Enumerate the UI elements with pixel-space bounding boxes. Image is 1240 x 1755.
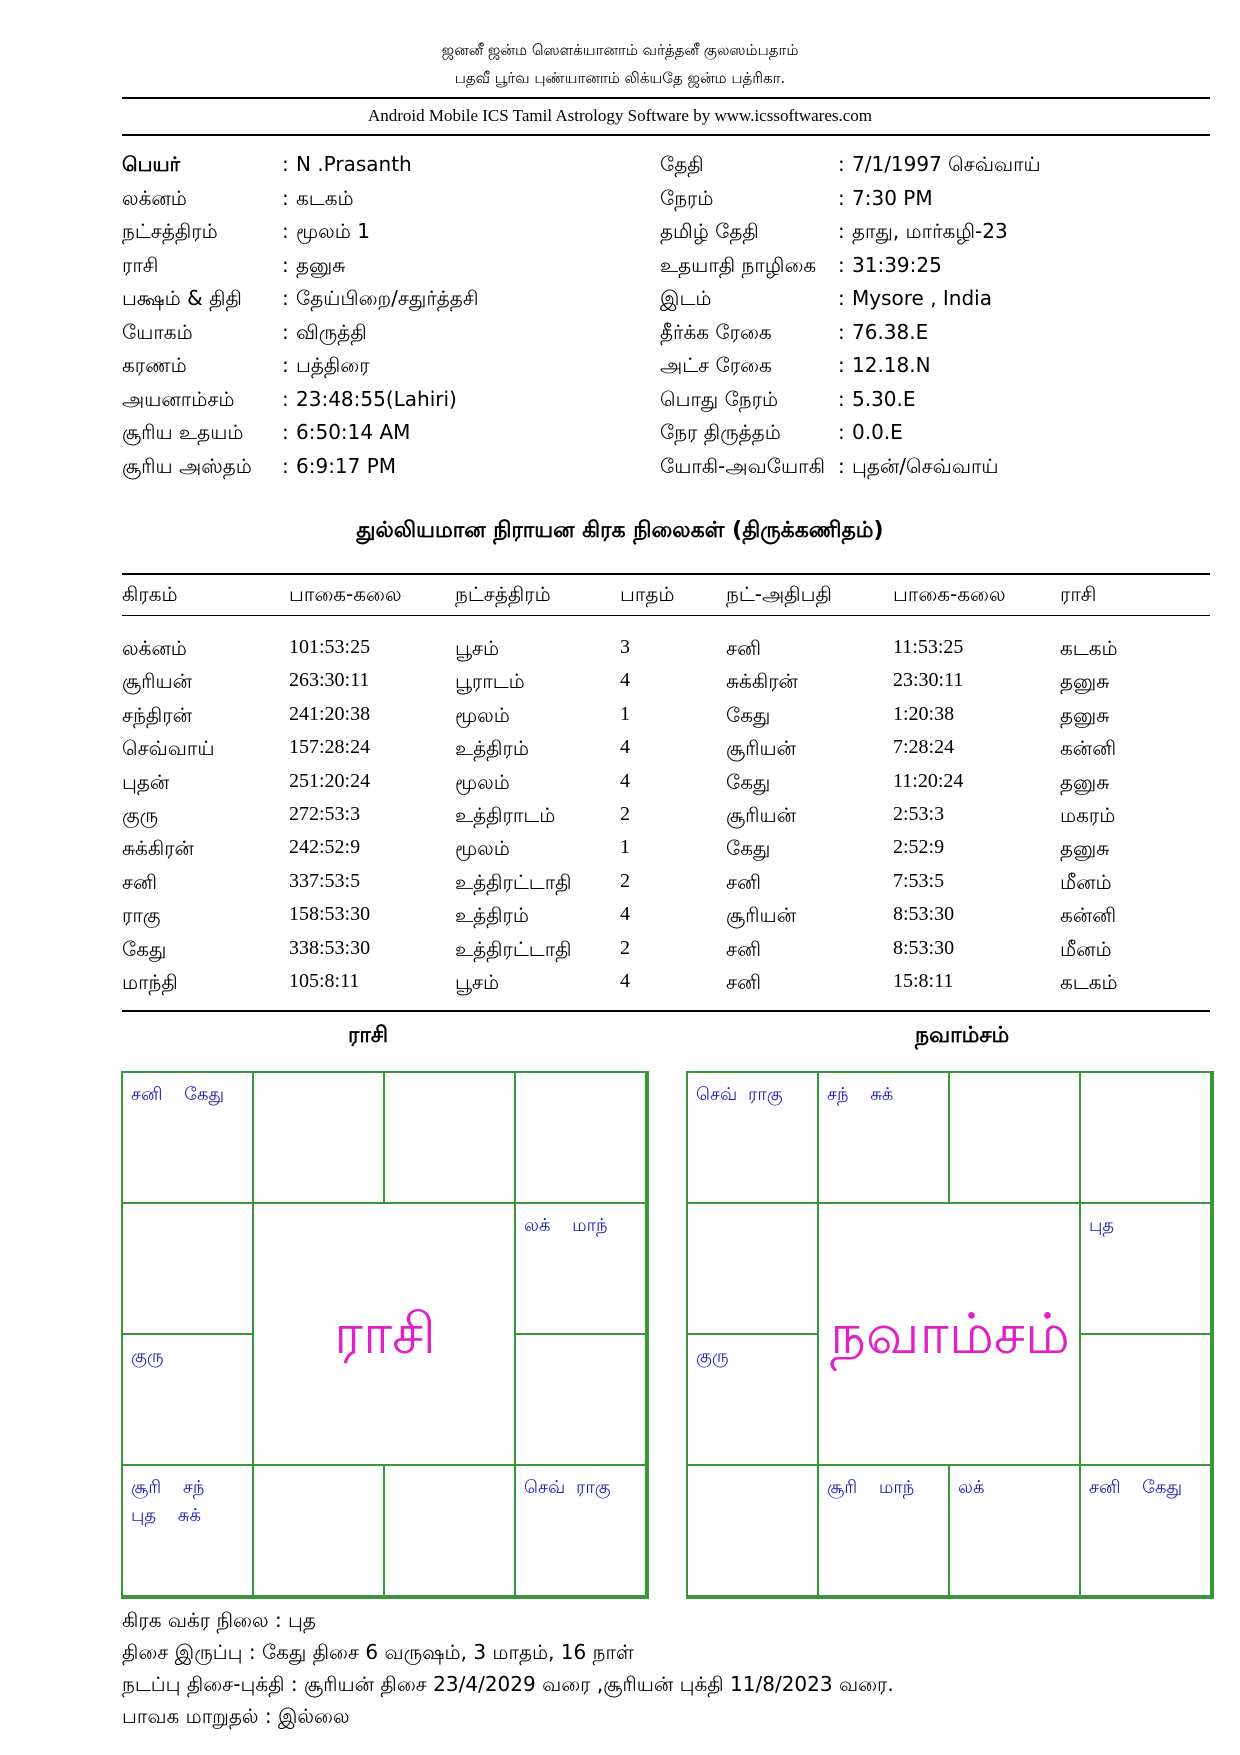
detail-left-label: கரணம் — [122, 353, 187, 377]
table-cell: மீனம் — [1060, 869, 1112, 894]
table-cell: 2:53:3 — [893, 803, 945, 825]
detail-left-separator: : — [282, 185, 289, 210]
detail-right-separator: : — [838, 420, 845, 444]
detail-right-separator: : — [838, 386, 845, 411]
rasi-house-planets: செவ் ராகு — [524, 1477, 611, 1498]
navamsa-house-planets: சனி கேது — [1089, 1477, 1183, 1498]
rasi-house-kumbha — [121, 1202, 254, 1335]
detail-left-value: விருத்தி — [296, 319, 367, 344]
detail-left-row — [122, 316, 662, 350]
table-cell: 105:8:11 — [289, 970, 360, 992]
navamsa-chart — [686, 1071, 1214, 1599]
detail-right-row — [660, 316, 1220, 350]
detail-left-label: சூரிய உதயம் — [122, 420, 244, 444]
table-cell: உத்திரம் — [455, 736, 529, 761]
table-cell: 4 — [620, 903, 630, 926]
detail-left-separator: : — [282, 420, 289, 444]
table-cell: கேது — [122, 936, 167, 961]
detail-left-row — [122, 383, 662, 417]
table-cell: சுக்கிரன் — [726, 669, 798, 694]
table-cell: லக்னம் — [122, 636, 187, 660]
navamsa-house-planets: குரு — [696, 1346, 729, 1367]
detail-left-separator: : — [282, 219, 289, 243]
detail-right-value: 0.0.E — [852, 420, 903, 444]
detail-left-row — [122, 215, 662, 249]
table-cell: உத்திராடம் — [455, 803, 556, 827]
detail-right-row — [660, 383, 1220, 417]
table-cell: ராகு — [122, 903, 161, 928]
header-verse-line2: பதவீ பூர்வ புண்யானாம் லிக்யதே ஜன்ம பத்ரிகா. — [454, 69, 786, 87]
table-cell: 338:53:30 — [289, 936, 371, 959]
table-header-rule-top — [122, 573, 1210, 575]
navamsa-house-planets: லக் — [958, 1477, 985, 1498]
table-cell: 11:53:25 — [893, 636, 964, 658]
table-cell: உத்திரட்டாதி — [455, 869, 572, 894]
navamsa-house-thula — [948, 1464, 1081, 1597]
table-cell: செவ்வாய் — [122, 736, 215, 761]
birth-details-right — [660, 148, 1220, 483]
detail-right-label: தீர்க்க ரேகை — [660, 319, 772, 344]
detail-left-row — [122, 349, 662, 383]
table-cell: பூசம் — [455, 636, 500, 660]
table-cell: 337:53:5 — [289, 869, 361, 892]
table-cell: 157:28:24 — [289, 736, 371, 759]
table-cell: தனுசு — [1060, 769, 1110, 794]
table-cell: மூலம் — [455, 769, 510, 794]
detail-left-label: பெயர் — [122, 152, 181, 176]
rasi-house-vrischika — [252, 1464, 385, 1597]
bhava-change: பாவக மாறுதல் : இல்லை — [122, 1704, 350, 1728]
table-cell: மூலம் — [455, 702, 510, 727]
table-cell: தனுசு — [1060, 836, 1110, 861]
detail-left-value: கடகம் — [296, 185, 354, 210]
navamsa-house-rishaba — [948, 1071, 1081, 1204]
table-cell: பூராடம் — [455, 669, 525, 694]
navamsa-house-planets: சந் சுக் — [827, 1084, 894, 1105]
table-cell: 2 — [620, 803, 630, 825]
rasi-house-meena — [121, 1071, 254, 1204]
table-cell: 4 — [620, 769, 630, 792]
detail-right-row — [660, 148, 1220, 182]
header-verse-line1: ஜனனீ ஜன்ம ஸௌக்யானாம் வர்த்தனீ குலஸம்பதாம் — [441, 41, 799, 59]
detail-right-row — [660, 249, 1220, 283]
navamsa-house-kumbha — [686, 1202, 819, 1335]
rasi-house-planets: குரு — [131, 1346, 164, 1367]
detail-right-value: 12.18.N — [852, 353, 931, 377]
table-cell: 23:30:11 — [893, 669, 964, 692]
detail-left-row — [122, 416, 662, 450]
detail-right-value: புதன்/செவ்வாய் — [852, 453, 999, 478]
detail-right-row — [660, 349, 1220, 383]
navamsa-chart-heading: நவாம்சம் — [915, 1023, 1010, 1048]
navamsa-house-kataka — [1079, 1202, 1212, 1335]
table-cell: மகரம் — [1060, 803, 1116, 827]
table-cell: 101:53:25 — [289, 636, 371, 658]
detail-right-separator: : — [838, 453, 845, 478]
rasi-house-dhanus — [121, 1464, 254, 1597]
navamsa-house-kanni — [1079, 1464, 1212, 1597]
table-cell: கன்னி — [1060, 736, 1117, 761]
detail-right-label: தேதி — [660, 152, 704, 176]
table-cell: 1 — [620, 836, 630, 859]
detail-left-row — [122, 249, 662, 283]
table-cell: புதன் — [122, 769, 170, 794]
detail-right-separator: : — [838, 252, 845, 277]
detail-right-row — [660, 182, 1220, 216]
navamsa-house-planets: சூரி மாந் — [827, 1477, 915, 1498]
detail-right-label: உதயாதி நாழிகை — [660, 252, 817, 277]
rasi-house-planets: சனி கேது — [131, 1084, 225, 1105]
detail-right-separator: : — [838, 185, 845, 210]
detail-left-row — [122, 148, 662, 182]
col-header-pada: பாதம் — [620, 582, 675, 606]
col-header-star: நட்சத்திரம் — [455, 582, 551, 606]
rasi-house-mithuna — [514, 1071, 647, 1204]
detail-right-label: அட்ச ரேகை — [660, 353, 772, 377]
col-header-degree: பாகை-கலை — [289, 582, 402, 606]
detail-right-row — [660, 450, 1220, 484]
navamsa-house-planets: புத — [1089, 1215, 1115, 1236]
detail-right-label: பொது நேரம் — [660, 386, 779, 411]
table-cell: 15:8:11 — [893, 970, 954, 992]
vakra-status: கிரக வக்ர நிலை : புத — [122, 1608, 316, 1632]
table-cell: சனி — [726, 970, 761, 994]
rasi-chart-heading: ராசி — [348, 1023, 389, 1048]
current-dasa-bhukti: நடப்பு திசை-புக்தி : சூரியன் திசை 23/4/2029 வரை ,சூரியன் புக்தி 11/8/2023 வரை. — [122, 1672, 894, 1696]
detail-left-label: ராசி — [122, 252, 159, 277]
table-cell: 8:53:30 — [893, 903, 955, 926]
detail-right-value: 5.30.E — [852, 386, 916, 411]
detail-left-separator: : — [282, 353, 289, 377]
table-cell: சனி — [726, 636, 761, 660]
detail-left-value: மூலம் 1 — [296, 219, 370, 243]
positions-title: துல்லியமான நிராயன கிரக நிலைகள் (திருக்கணிதம்) — [356, 518, 884, 543]
table-cell: 251:20:24 — [289, 769, 371, 792]
detail-right-value: 76.38.E — [852, 319, 929, 344]
dasa-balance: திசை இருப்பு : கேது திசை 6 வருஷம், 3 மாதம், 16 நாள் — [122, 1640, 634, 1664]
detail-right-value: 31:39:25 — [852, 252, 942, 277]
col-header-rasi: ராசி — [1060, 582, 1097, 606]
table-cell: 1 — [620, 702, 630, 725]
detail-left-separator: : — [282, 386, 289, 411]
table-cell: 158:53:30 — [289, 903, 371, 926]
detail-right-row — [660, 282, 1220, 316]
table-cell: தனுசு — [1060, 669, 1110, 694]
detail-left-row — [122, 282, 662, 316]
table-cell: மாந்தி — [122, 970, 178, 994]
detail-left-label: சூரிய அஸ்தம் — [122, 453, 252, 478]
table-cell: 8:53:30 — [893, 936, 955, 959]
table-cell: 2 — [620, 869, 630, 892]
table-cell: சூரியன் — [726, 736, 797, 761]
detail-left-value: 23:48:55(Lahiri) — [296, 386, 457, 411]
table-cell: சனி — [726, 936, 761, 961]
navamsa-house-meena — [686, 1071, 819, 1204]
table-cell: 2 — [620, 936, 630, 959]
detail-right-label: தமிழ் தேதி — [660, 219, 759, 243]
detail-left-value: தனுசு — [296, 252, 346, 277]
table-cell: 11:20:24 — [893, 769, 964, 792]
table-cell: 1:20:38 — [893, 702, 955, 725]
table-cell: குரு — [122, 803, 159, 827]
detail-right-value: Mysore , India — [852, 286, 992, 310]
detail-right-separator: : — [838, 319, 845, 344]
table-cell: தனுசு — [1060, 702, 1110, 727]
detail-right-row — [660, 215, 1220, 249]
detail-right-value: தாது, மார்கழி-23 — [852, 219, 1008, 243]
rasi-chart — [121, 1071, 649, 1599]
col-header-sign-degree: பாகை-கலை — [893, 582, 1006, 606]
table-cell: மீனம் — [1060, 936, 1112, 961]
rasi-house-kataka — [514, 1202, 647, 1335]
detail-right-row — [660, 416, 1220, 450]
table-cell: 241:20:38 — [289, 702, 371, 725]
detail-left-separator: : — [282, 453, 289, 478]
detail-right-label: நேர திருத்தம் — [660, 420, 781, 444]
table-cell: 4 — [620, 970, 630, 992]
header-divider-bottom — [122, 134, 1210, 136]
table-cell: கேது — [726, 702, 771, 727]
table-cell: 2:52:9 — [893, 836, 945, 859]
table-cell: சந்திரன் — [122, 702, 193, 727]
table-cell: கடகம் — [1060, 636, 1118, 660]
table-header-rule-bottom — [122, 615, 1210, 616]
navamsa-house-mesha — [817, 1071, 950, 1204]
navamsa-house-planets: செவ் ராகு — [696, 1084, 783, 1105]
detail-right-separator: : — [838, 152, 845, 176]
table-cell: சனி — [726, 869, 761, 894]
header-divider-top — [122, 97, 1210, 99]
detail-right-separator: : — [838, 353, 845, 377]
detail-left-value: தேய்பிறை/சதுர்த்தசி — [296, 286, 479, 310]
table-cell: சூரியன் — [726, 803, 797, 827]
table-cell: கேது — [726, 769, 771, 794]
detail-left-separator: : — [282, 152, 289, 176]
rasi-house-thula — [383, 1464, 516, 1597]
table-cell: 7:28:24 — [893, 736, 955, 759]
detail-right-separator: : — [838, 286, 845, 310]
navamsa-house-mithuna — [1079, 1071, 1212, 1204]
detail-left-value: 6:9:17 PM — [296, 453, 397, 478]
table-bottom-rule — [122, 1010, 1210, 1012]
table-cell: சூரியன் — [122, 669, 193, 694]
detail-right-label: யோகி-அவயோகி — [660, 453, 825, 478]
software-credit: Android Mobile ICS Tamil Astrology Software by www.icssoftwares.com — [367, 106, 873, 125]
detail-right-value: 7/1/1997 செவ்வாய் — [852, 152, 1041, 176]
detail-left-value: 6:50:14 AM — [296, 420, 411, 444]
table-cell: 4 — [620, 669, 630, 692]
table-cell: பூசம் — [455, 970, 500, 994]
col-header-planet: கிரகம் — [122, 582, 178, 606]
table-cell: உத்திரம் — [455, 903, 529, 928]
table-cell: சுக்கிரன் — [122, 836, 194, 861]
detail-left-row — [122, 182, 662, 216]
detail-left-value: N .Prasanth — [296, 152, 412, 176]
rasi-house-kanni — [514, 1464, 647, 1597]
rasi-house-mesha — [252, 1071, 385, 1204]
rasi-center-label: ராசி — [333, 1302, 437, 1367]
detail-left-label: யோகம் — [122, 319, 193, 344]
navamsa-center-label: நவாம்சம் — [830, 1302, 1070, 1367]
table-cell: கேது — [726, 836, 771, 861]
detail-left-separator: : — [282, 252, 289, 277]
table-cell: 272:53:3 — [289, 803, 361, 825]
table-cell: 7:53:5 — [893, 869, 945, 892]
navamsa-house-dhanus — [686, 1464, 819, 1597]
detail-left-label: லக்னம் — [122, 185, 187, 210]
rasi-house-simha — [514, 1333, 647, 1466]
col-header-star-lord: நட்-அதிபதி — [726, 582, 832, 606]
detail-left-row — [122, 450, 662, 484]
table-cell: கன்னி — [1060, 903, 1117, 928]
table-cell: கடகம் — [1060, 970, 1118, 994]
detail-left-label: பக்ஷம் & திதி — [122, 286, 242, 310]
table-cell: 3 — [620, 636, 630, 658]
table-cell: 242:52:9 — [289, 836, 361, 859]
navamsa-house-makara — [686, 1333, 819, 1466]
rasi-house-planets: லக் மாந் — [524, 1215, 608, 1236]
table-cell: சூரியன் — [726, 903, 797, 928]
table-cell: உத்திரட்டாதி — [455, 936, 572, 961]
detail-right-label: நேரம் — [660, 185, 714, 210]
rasi-house-makara — [121, 1333, 254, 1466]
table-cell: 4 — [620, 736, 630, 759]
rasi-house-planets: சூரி சந் புத சுக் — [131, 1477, 205, 1526]
detail-left-separator: : — [282, 286, 289, 310]
detail-right-label: இடம் — [660, 286, 712, 310]
navamsa-house-simha — [1079, 1333, 1212, 1466]
detail-left-label: நட்சத்திரம் — [122, 219, 218, 243]
table-cell: 263:30:11 — [289, 669, 370, 692]
detail-left-value: பத்திரை — [296, 353, 370, 377]
table-cell: மூலம் — [455, 836, 510, 861]
table-cell: சனி — [122, 869, 157, 894]
navamsa-house-vrischika — [817, 1464, 950, 1597]
rasi-house-rishaba — [383, 1071, 516, 1204]
detail-right-separator: : — [838, 219, 845, 243]
detail-left-separator: : — [282, 319, 289, 344]
detail-left-label: அயனாம்சம் — [122, 386, 235, 411]
birth-details-left — [122, 148, 662, 483]
detail-right-value: 7:30 PM — [852, 185, 933, 210]
